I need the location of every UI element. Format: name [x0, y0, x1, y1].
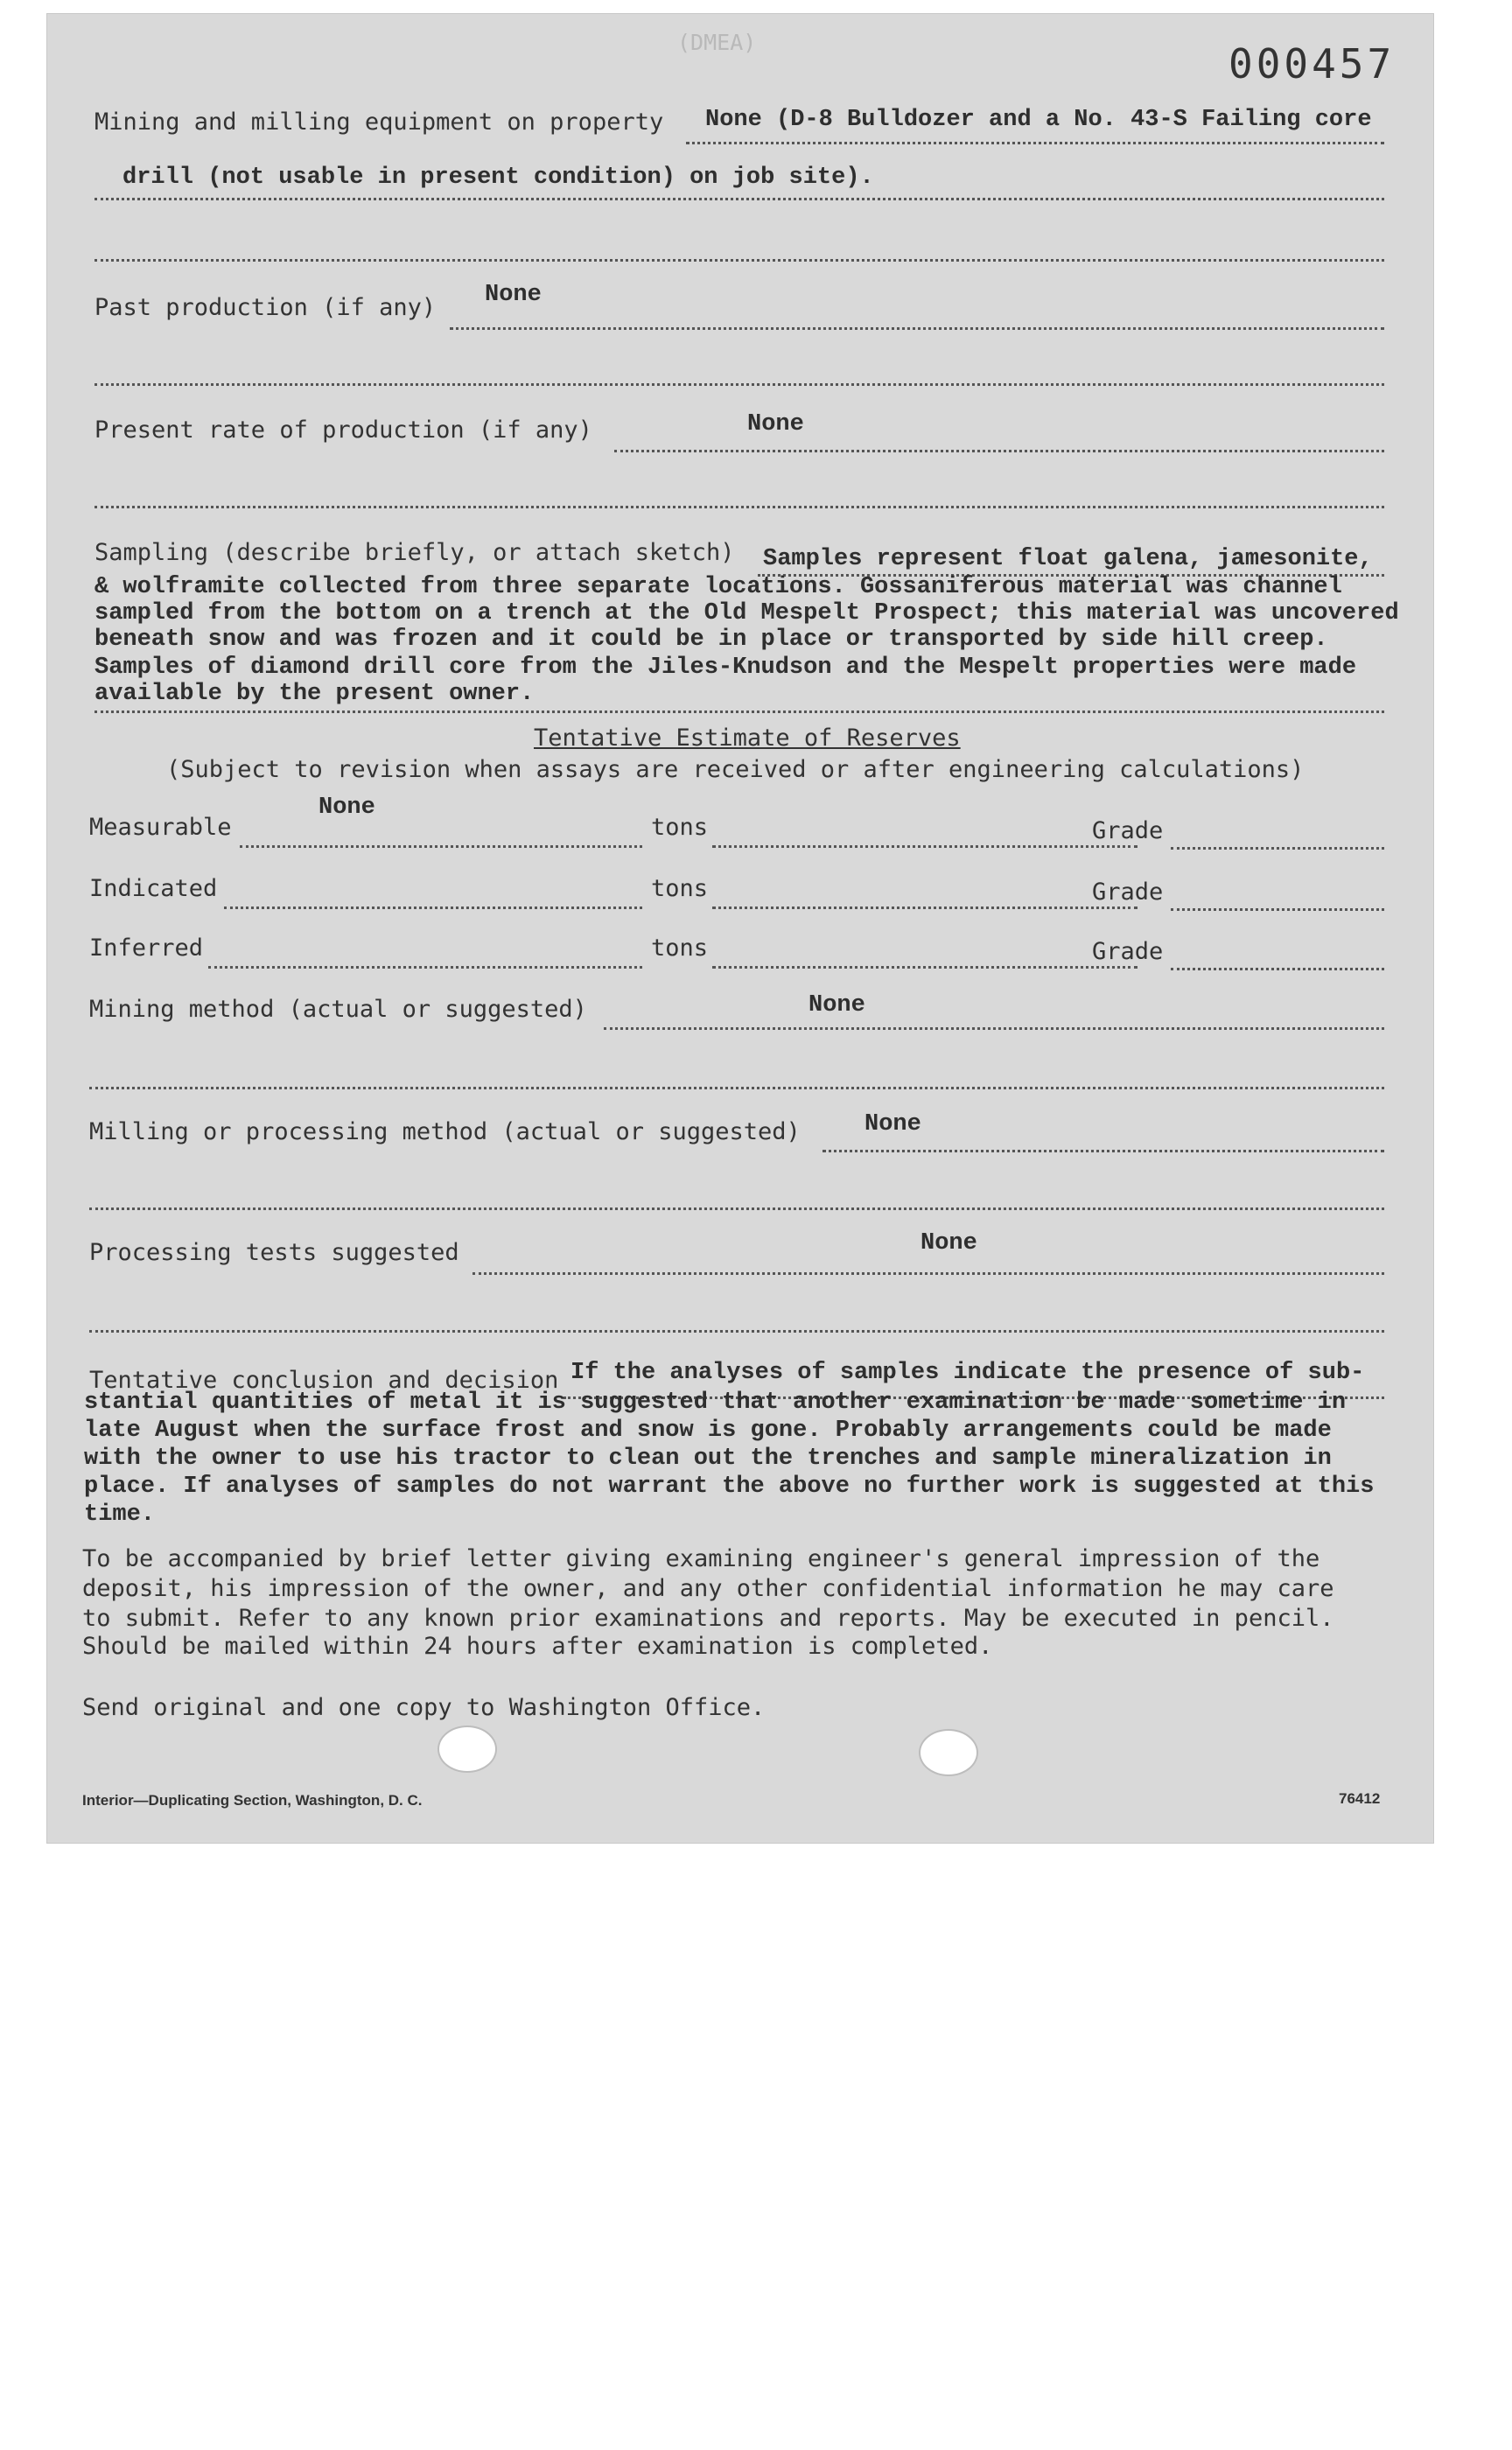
mining-method-label: Mining method (actual or suggested)	[89, 996, 587, 1023]
instructions-line-2: deposit, his impression of the owner, and any other confidential information he may care	[82, 1575, 1334, 1602]
processing-tests-value: None	[920, 1230, 977, 1256]
sampling-line-5: Samples of diamond drill core from the Jiles-Knudson and the Mespelt properties were made	[94, 654, 1357, 681]
measurable-label: Measurable	[89, 814, 232, 841]
sampling-line-2: & wolframite collected from three separate locations. Gossaniferous material was channel	[94, 574, 1342, 600]
equipment-value-2: drill (not usable in present condition) on job site).	[122, 164, 874, 191]
sampling-line-6: available by the present owner.	[94, 681, 535, 707]
sampling-line-3: sampled from the bottom on a trench at the Old Mespelt Prospect; this material was uncovered	[94, 600, 1399, 626]
sampling-line-1: Samples represent float galena, jamesonite,	[763, 546, 1373, 572]
inferred-label: Inferred	[89, 934, 204, 962]
sampling-label: Sampling (describe briefly, or attach sketch)	[94, 539, 735, 566]
footer-printer: Interior—Duplicating Section, Washington, D. C.	[82, 1792, 423, 1809]
conclusion-line-5: place. If analyses of samples do not warrant the above no further work is suggested at this	[84, 1474, 1375, 1500]
indicated-label: Indicated	[89, 875, 218, 902]
mining-method-value: None	[808, 992, 865, 1018]
instructions-line-1: To be accompanied by brief letter giving examining engineer's general impression of the	[82, 1545, 1320, 1572]
send-note: Send original and one copy to Washington Office.	[82, 1694, 766, 1721]
measurable-tons-label: tons	[651, 814, 709, 841]
form-sheet	[47, 14, 1433, 1843]
reserves-title: Tentative Estimate of Reserves	[534, 724, 961, 752]
processing-tests-label: Processing tests suggested	[89, 1239, 459, 1266]
past-production-value: None	[485, 282, 542, 308]
measurable-value: None	[318, 794, 375, 821]
punch-hole-left	[438, 1726, 497, 1773]
conclusion-line-1: If the analyses of samples indicate the presence of sub-	[570, 1360, 1365, 1386]
conclusion-line-4: with the owner to use his tractor to clean out the trenches and sample mineralization in	[84, 1446, 1332, 1472]
instructions-line-4: Should be mailed within 24 hours after examination is completed.	[82, 1633, 993, 1660]
indicated-tons-label: tons	[651, 875, 709, 902]
equipment-label: Mining and milling equipment on property	[94, 108, 664, 136]
footer-form-number: 76412	[1339, 1790, 1381, 1807]
document-number: 000457	[1228, 40, 1396, 88]
punch-hole-right	[919, 1729, 978, 1776]
reserves-subtitle: (Subject to revision when assays are received or after engineering calculations)	[166, 756, 1305, 783]
conclusion-label: Tentative conclusion and decision	[89, 1367, 559, 1394]
equipment-value-1: None (D-8 Bulldozer and a No. 43-S Failing core	[705, 107, 1372, 133]
inferred-grade-label: Grade	[1092, 938, 1164, 965]
present-rate-label: Present rate of production (if any)	[94, 416, 592, 444]
inferred-tons-label: tons	[651, 934, 709, 962]
indicated-grade-label: Grade	[1092, 878, 1164, 906]
milling-method-label: Milling or processing method (actual or suggested)	[89, 1118, 801, 1145]
faded-header: (DMEA)	[677, 30, 757, 55]
sampling-line-4: beneath snow and was frozen and it could be in place or transported by side hill creep.	[94, 626, 1328, 653]
conclusion-line-6: time.	[84, 1502, 156, 1528]
instructions-line-3: to submit. Refer to any known prior examinations and reports. May be executed in pencil.	[82, 1605, 1334, 1632]
past-production-label: Past production (if any)	[94, 294, 437, 321]
conclusion-line-2: stantial quantities of metal it is suggested that another examination be made sometime in	[84, 1390, 1347, 1416]
conclusion-line-3: late August when the surface frost and snow is gone. Probably arrangements could be made	[84, 1418, 1332, 1444]
present-rate-value: None	[747, 411, 804, 438]
measurable-grade-label: Grade	[1092, 817, 1164, 844]
milling-method-value: None	[864, 1111, 921, 1138]
